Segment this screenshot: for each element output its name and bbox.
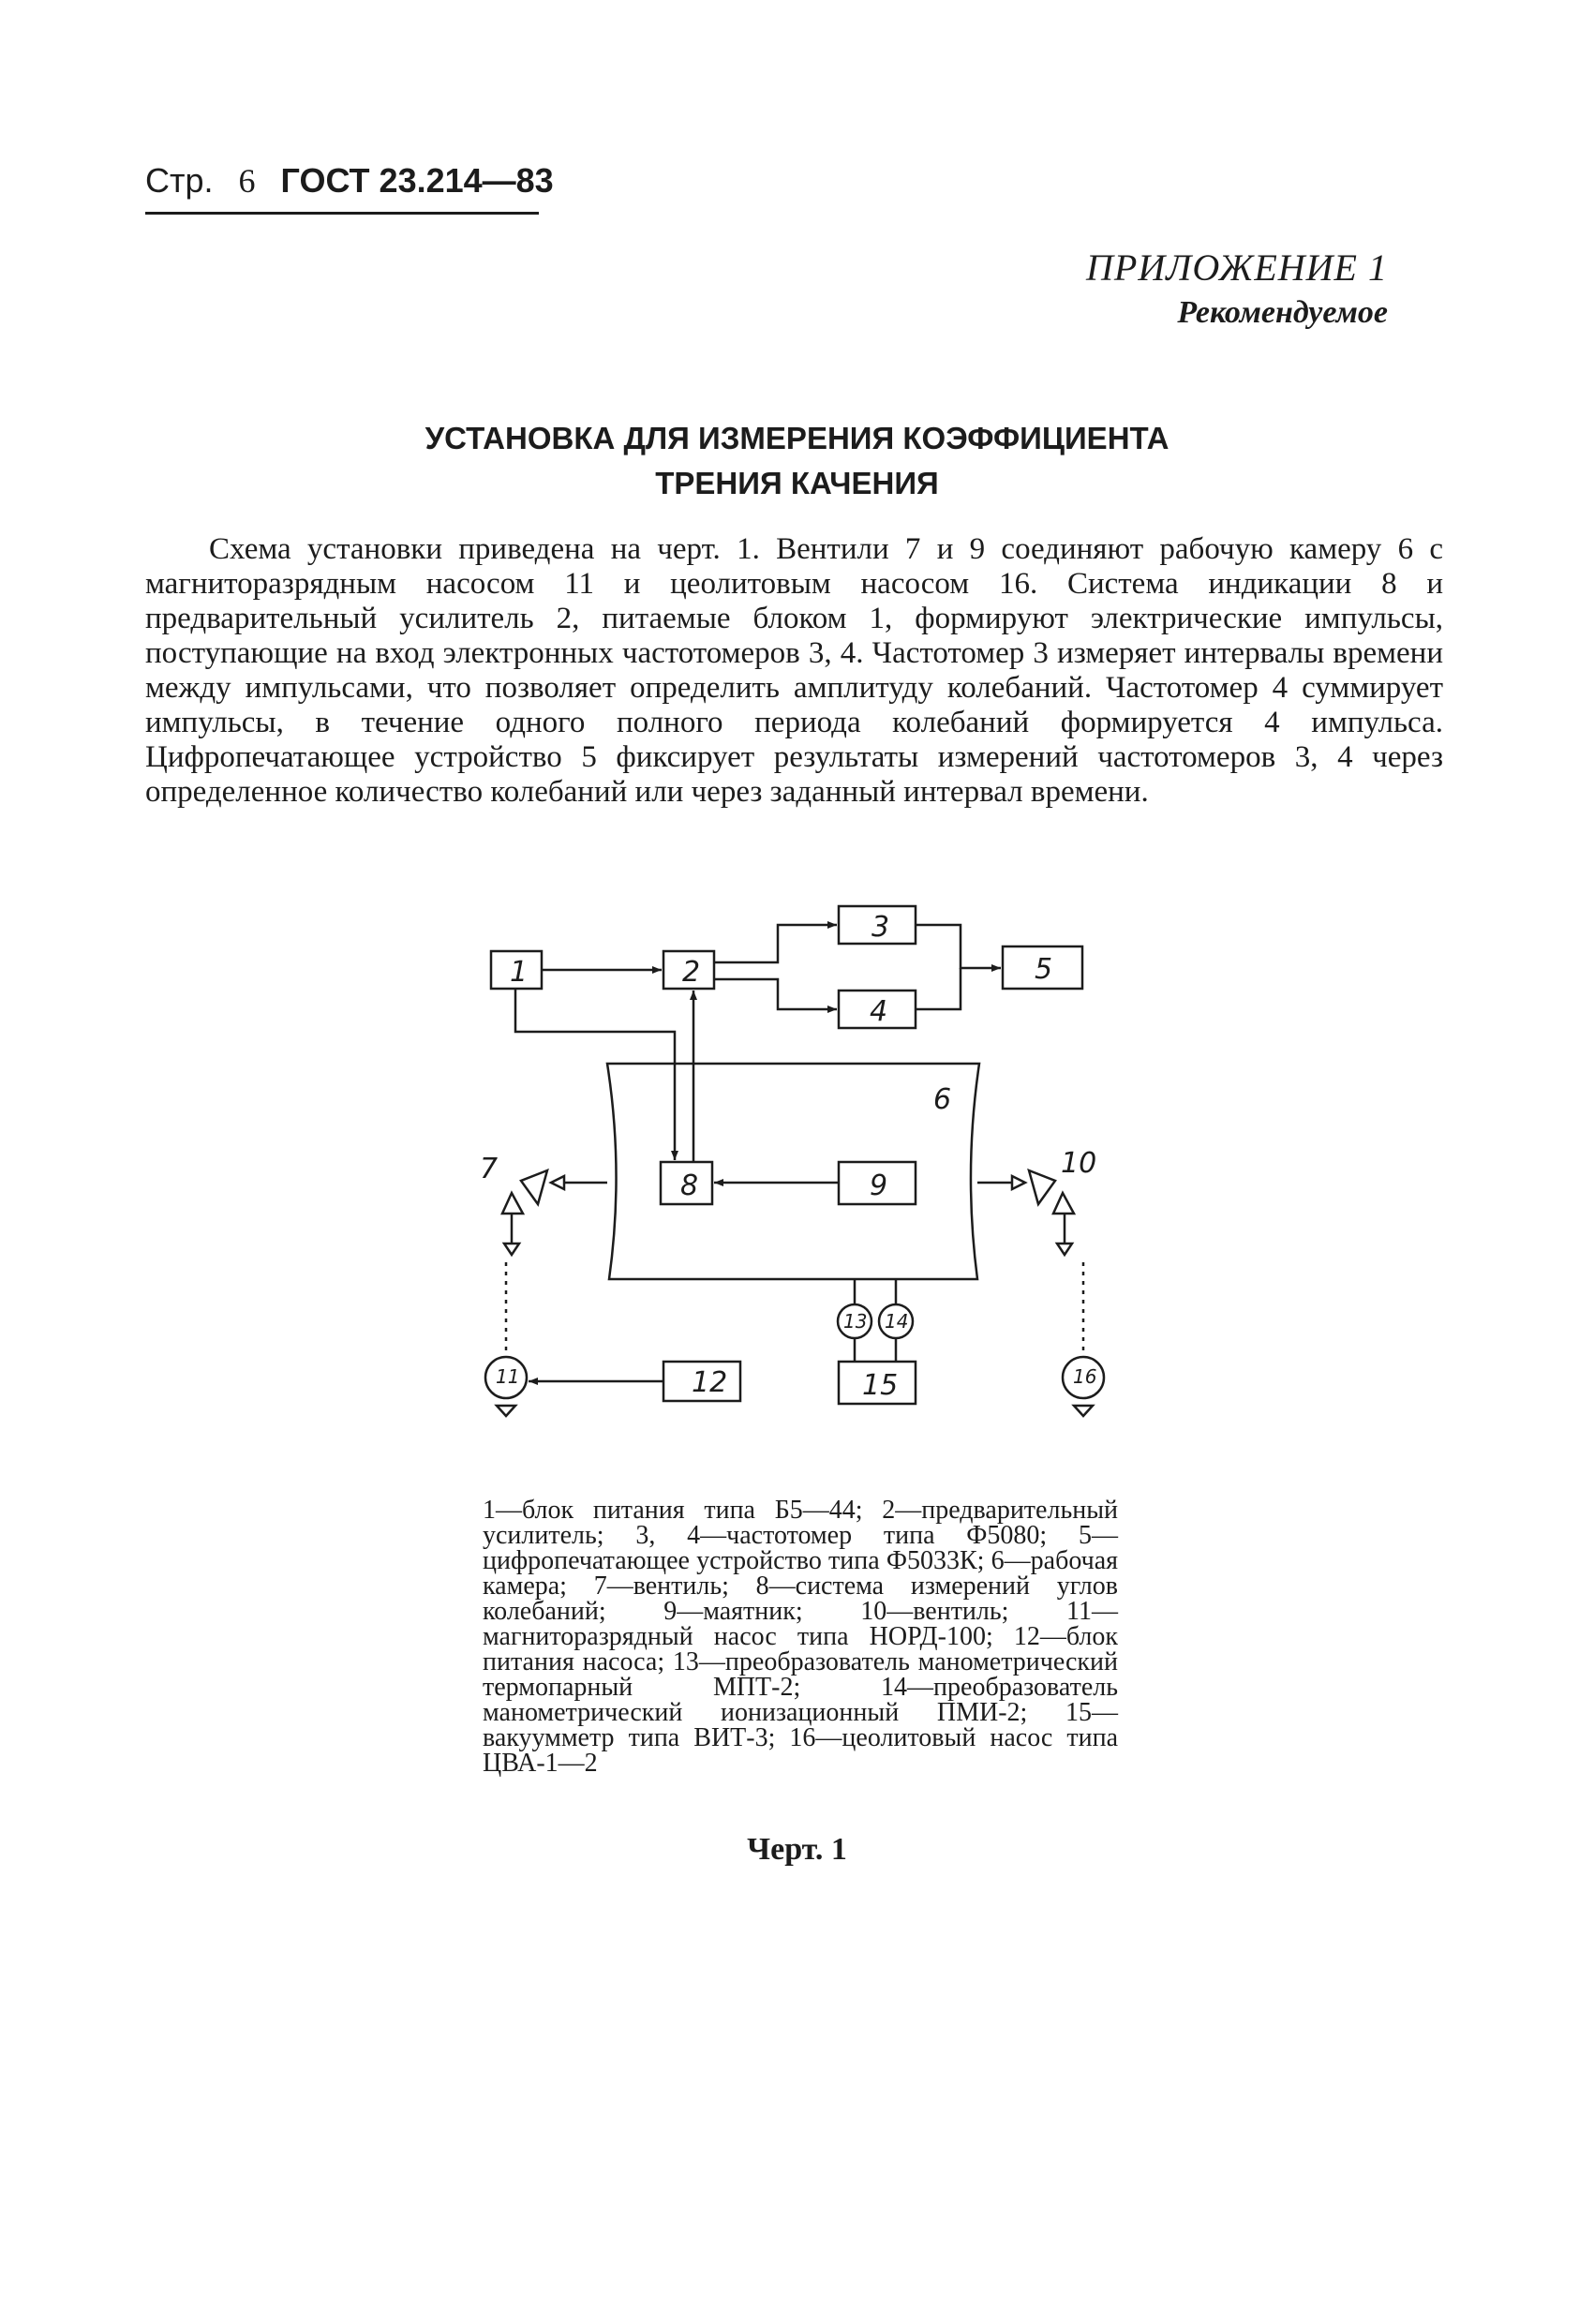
label-10: 10 [1061,1147,1097,1180]
figure-caption [483,1497,1118,1776]
chamber-6 [607,1064,979,1279]
label-1: 1 [510,956,529,989]
appendix-subtitle: Рекомендуемое [1177,295,1388,330]
body-text [145,532,1443,810]
section-title-line-1: УСТАНОВКА ДЛЯ ИЗМЕРЕНИЯ КОЭФФИЦИЕНТА [425,421,1169,455]
page-header [145,161,554,201]
page-prefix: Стр. [145,161,214,200]
figure-label: Черт. 1 [747,1832,847,1867]
label-7: 7 [480,1153,499,1185]
header-rule [145,212,539,215]
body-paragraph: Схема установки приведена на черт. 1. Вентили 7 и 9 соединяют рабочую камеру 6 с магниторазрядным насосом 11 и цеолитовым насосом 16. Система индикации 8 и предварительный усилитель 2, питаемые блоком 1, формируют электрические импульсы, поступающие на вход электронных частотомеров 3, 4. Частотомер 3 измеряет интервалы времени между импульсами, что позволяет определить амплитуду колебаний. Частотомер 4 суммирует импульсы, в течение одного полного периода колебаний формируется 4 импульса. Цифропечатающее устройство 5 фиксирует результаты измерений частотомеров 3, 4 через определенное количество колебаний или через заданный интервал времени. [145,532,1443,809]
label-3: 3 [871,911,890,944]
valve-7 [521,1170,547,1204]
label-8: 8 [680,1169,699,1202]
label-16: 16 [1073,1365,1097,1388]
label-14: 14 [885,1310,909,1333]
label-15: 15 [862,1369,899,1402]
label-12: 12 [692,1366,728,1399]
label-9: 9 [870,1169,888,1202]
label-5: 5 [1035,953,1053,986]
appendix-block [1086,246,1388,331]
standard-code: ГОСТ 23.214—83 [280,161,554,200]
label-4: 4 [870,995,888,1028]
valve-10 [1029,1170,1055,1204]
label-11: 11 [496,1365,520,1388]
label-13: 13 [843,1310,868,1333]
section-title [0,416,1594,506]
setup-diagram [469,895,1125,1457]
section-title-line-2: ТРЕНИЯ КАЧЕНИЯ [655,466,939,500]
caption-text: 1—блок питания типа Б5—44; 2—предварительный усилитель; 3, 4—частотомер типа Ф5080; 5—цифропечатающее устройство типа Ф5033К; 6—рабочая камера; 7—вентиль; 8—система измерений углов колебаний; 9—маятник; 10—вентиль; 11—магниторазрядный насос типа НОРД-100; 12—блок питания насоса; 13—преобразователь манометрический термопарный МПТ-2; 14—преобразователь манометрический ионизационный ПМИ-2; 15—вакуумметр типа ВИТ-3; 16—цеолитовый насос типа ЦВА-1—2 [483,1496,1118,1778]
page-number: 6 [238,162,256,200]
label-6: 6 [933,1083,952,1116]
label-2: 2 [682,956,701,989]
appendix-title: ПРИЛОЖЕНИЕ 1 [1086,246,1388,289]
